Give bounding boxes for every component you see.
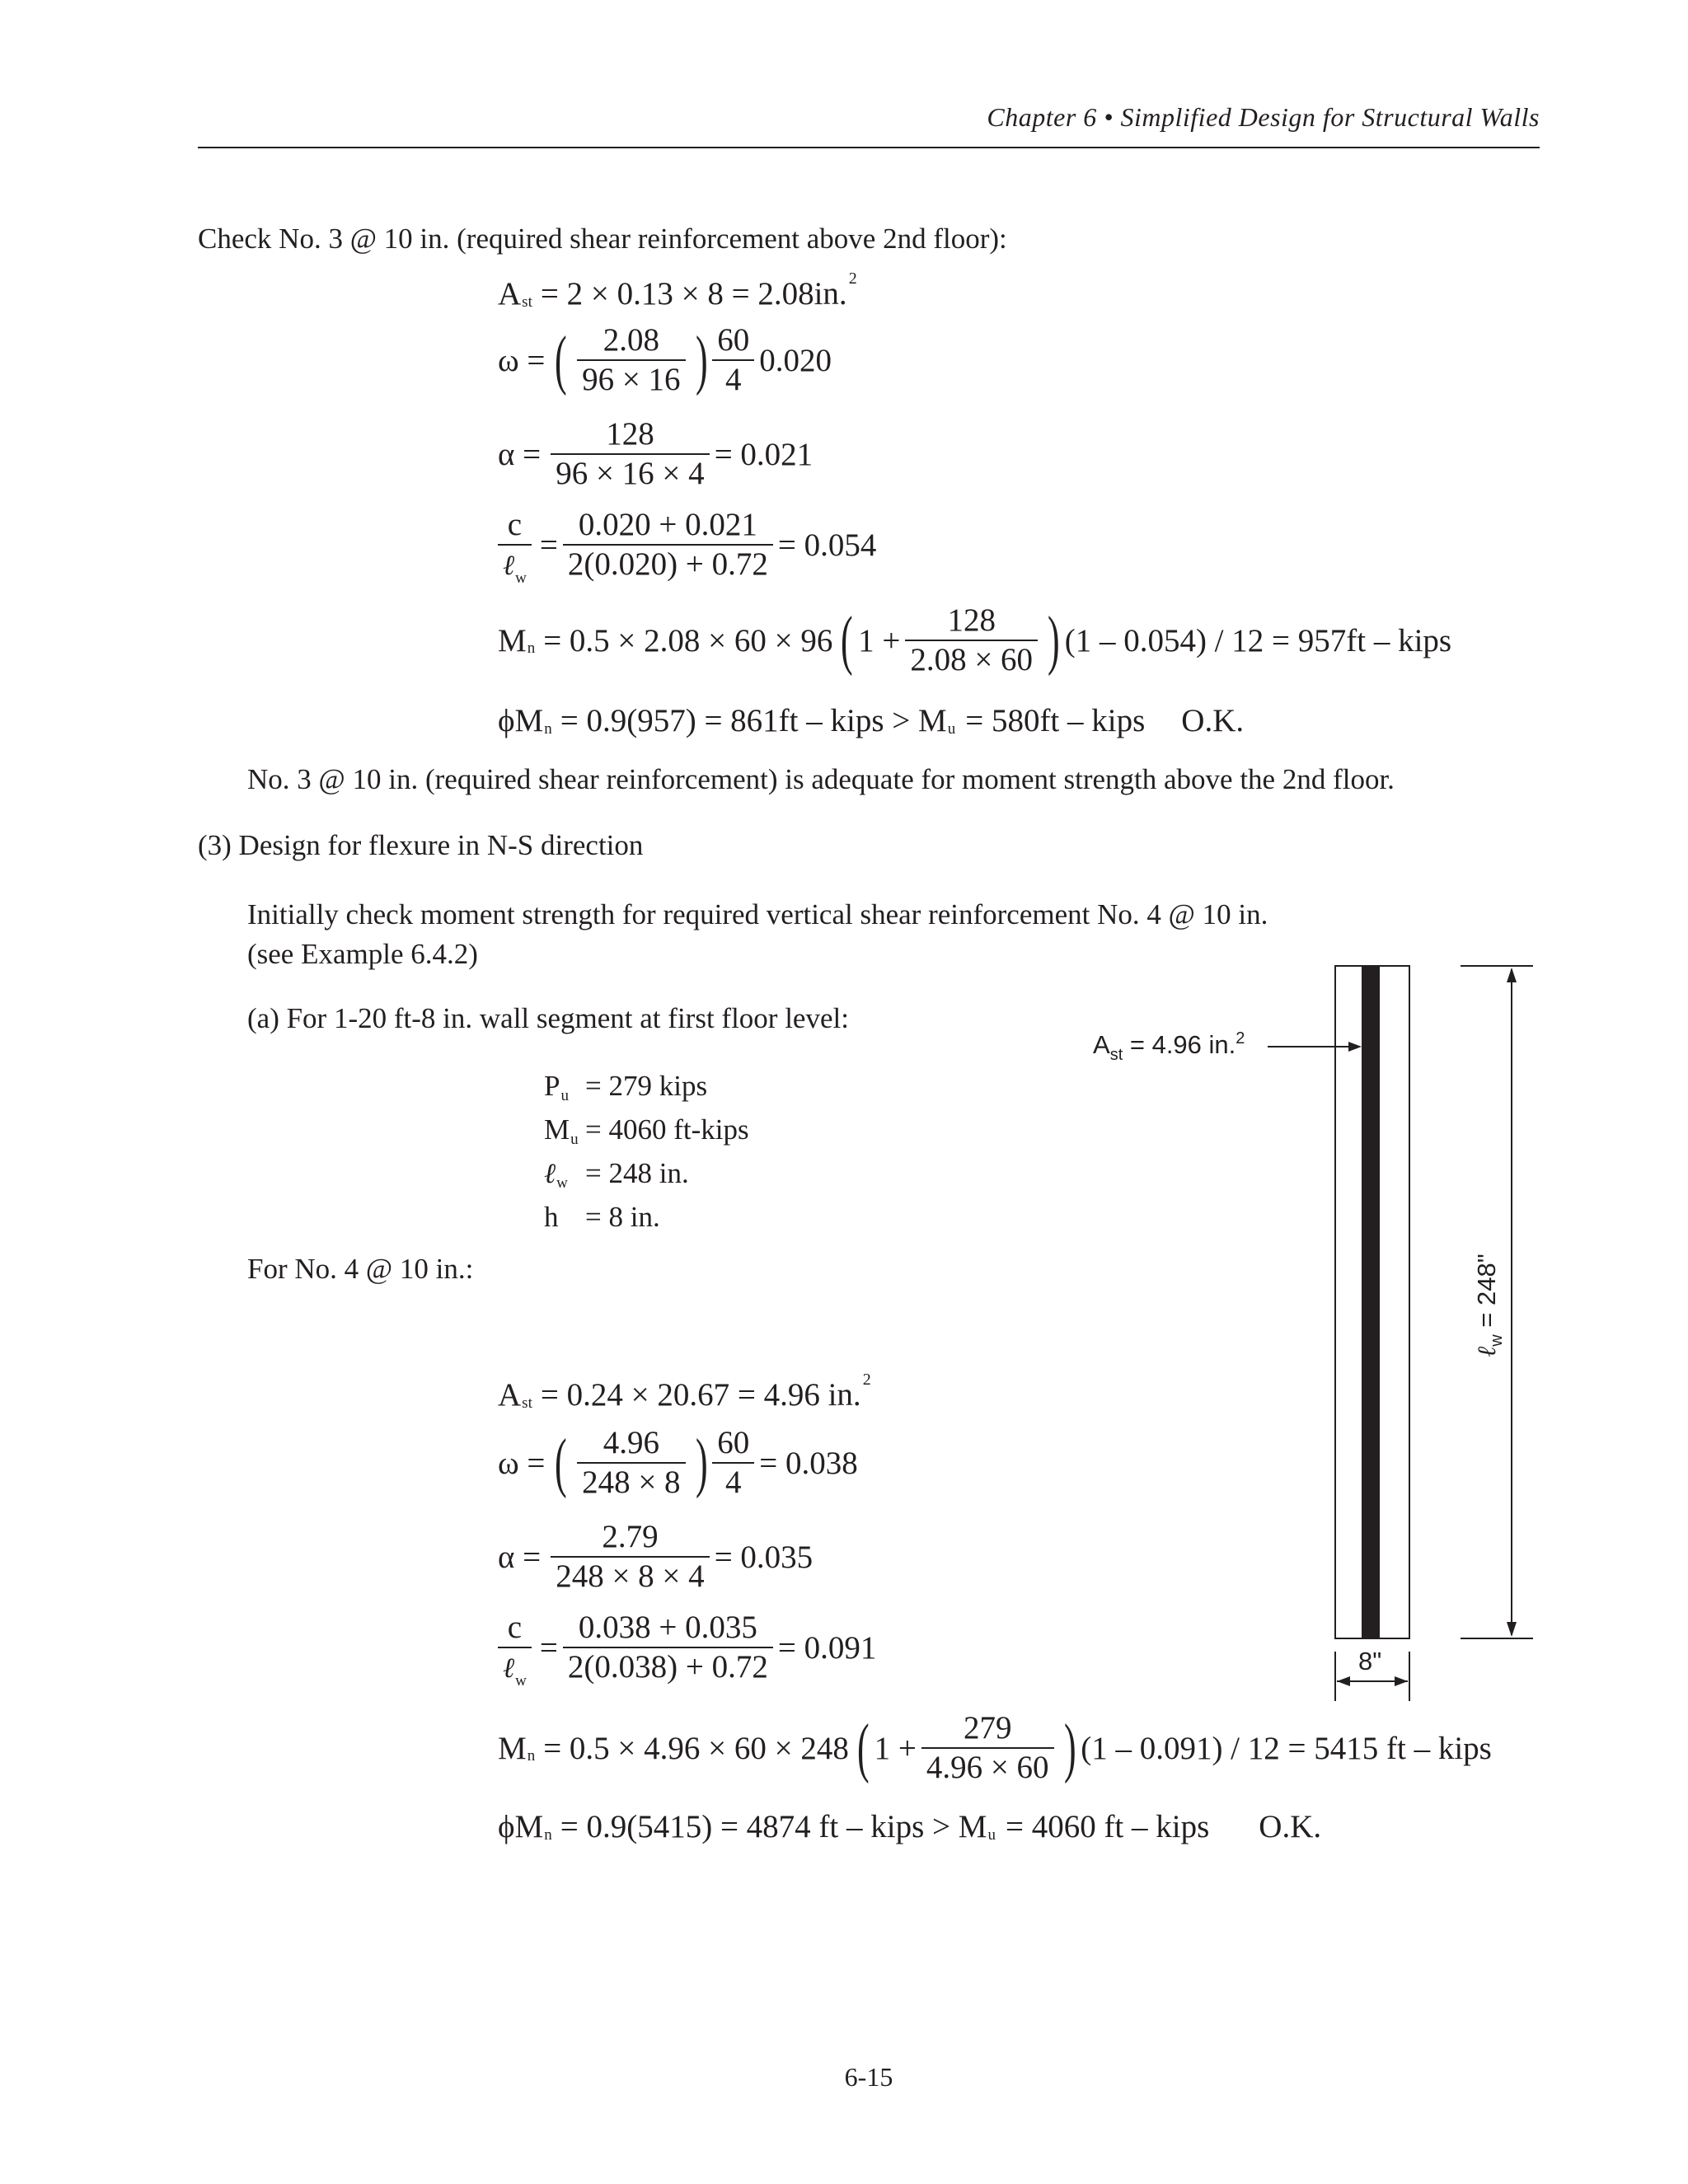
- running-head: Chapter 6 • Simplified Design for Structural Walls: [987, 102, 1540, 132]
- page-number: 6-15: [844, 2062, 893, 2092]
- dim-arrow-top: [1507, 968, 1517, 982]
- ast-arrowhead: [1348, 1042, 1362, 1052]
- see-example-text: (see Example 6.4.2): [247, 938, 478, 970]
- eq-alpha-1: α = $\frac{128}{96 \times 16 \times 4}$ = 0.021: [498, 415, 813, 493]
- figure-thickness-label: 8": [1358, 1647, 1382, 1675]
- load-mu: Mu = 4060 ft-kips: [544, 1113, 749, 1148]
- eq-omega-2: ω = ( $\frac{4.96}{248 \times 8}$ ) $\frac{60}{4}$ = 0.038: [498, 1424, 858, 1502]
- fraction: $\frac{60}{4}$: [712, 1424, 754, 1502]
- thk-arrow-left: [1337, 1676, 1350, 1686]
- fraction: $\frac{128}{96 \times 16 \times 4}$: [551, 415, 710, 493]
- eq-c-lw-2: $\frac{c}{\ell_w}$ = $\frac{0.038 + 0.035}{2(0.038) + 0.72}$ = 0.091: [498, 1609, 876, 1686]
- eq-mn-2: M n = 0.5 × 4.96 × 60 × 248 ( 1 + $\frac{279}{4.96 \times 60}$ ) (1 – 0.091) / 12 = 5415 ft – kips: [498, 1709, 1492, 1787]
- eq-c-lw-1: $\frac{c}{\ell_w}$ = $\frac{0.020 + 0.021}{2(0.020) + 0.72}$ = 0.054: [498, 506, 876, 583]
- figure-length-label: ℓ$_w$ = 248": [1472, 1254, 1506, 1357]
- check-heading: Check No. 3 @ 10 in. (required shear reinforcement above 2nd floor):: [198, 223, 1007, 255]
- fraction: $\frac{4.96}{248 \times 8}$: [577, 1424, 686, 1502]
- dim-arrow-bottom: [1507, 1622, 1517, 1637]
- for-no4-text: For No. 4 @ 10 in.:: [247, 1253, 474, 1285]
- eq-omega-1: ω = ( $\frac{2.08}{96 \times 16}$ ) $\frac{60}{4}$ 0.020: [498, 321, 832, 399]
- part-a-heading: (a) For 1-20 ft-8 in. wall segment at first floor level:: [247, 1002, 849, 1034]
- step-3-heading: (3) Design for flexure in N-S direction: [198, 829, 644, 861]
- fraction: $\frac{60}{4}$: [712, 321, 754, 399]
- eq-ast-1: A st = 2 × 0.13 × 8 = 2.08in. 2: [498, 269, 857, 312]
- eq-mn-1: M n = 0.5 × 2.08 × 60 × 96 ( 1 + $\frac{128}{2.08 \times 60}$ ) (1 – 0.054) / 12 = 957ft – kips: [498, 602, 1451, 679]
- fraction: $\frac{c}{\ell_w}$: [498, 1609, 532, 1686]
- fraction: $\frac{0.020 + 0.021}{2(0.020) + 0.72}$: [563, 506, 773, 583]
- fraction: $\frac{c}{\ell_w}$: [498, 506, 532, 583]
- eq-phimn-2: ϕM n = 0.9(5415) = 4874 ft – kips > M u = 4060 ft – kips O.K.: [498, 1809, 1322, 1844]
- figure-ast-label: $A_{st} = 4.96$ in.$^2$: [1093, 1029, 1245, 1064]
- reinforcement-band: [1362, 966, 1380, 1638]
- eq-ast-2: A st = 0.24 × 20.67 = 4.96 in. 2: [498, 1371, 871, 1413]
- fraction: $\frac{0.038 + 0.035}{2(0.038) + 0.72}$: [563, 1609, 773, 1686]
- load-pu: Pu = 279 kips: [544, 1070, 708, 1104]
- initially-text: Initially check moment strength for required vertical shear reinforcement No. 4 @ 10 in.: [247, 898, 1268, 930]
- fraction: $\frac{2.08}{96 \times 16}$: [577, 321, 686, 399]
- fraction: $\frac{2.79}{248 \times 8 \times 4}$: [551, 1518, 710, 1596]
- eq-phimn-1: ϕM n = 0.9(957) = 861ft – kips > M u = 580ft – kips O.K.: [498, 703, 1245, 738]
- fraction: $\frac{279}{4.96 \times 60}$: [921, 1709, 1054, 1787]
- eq-alpha-2: α = $\frac{2.79}{248 \times 8 \times 4}$ = 0.035: [498, 1518, 813, 1596]
- fraction: $\frac{128}{2.08 \times 60}$: [905, 602, 1038, 679]
- thk-arrow-right: [1395, 1676, 1408, 1686]
- load-lw: ℓw = 248 in.: [544, 1157, 689, 1192]
- conclusion-text: No. 3 @ 10 in. (required shear reinforcement) is adequate for moment strength above the 2nd floor.: [247, 763, 1395, 795]
- load-h: h = 8 in.: [544, 1201, 660, 1233]
